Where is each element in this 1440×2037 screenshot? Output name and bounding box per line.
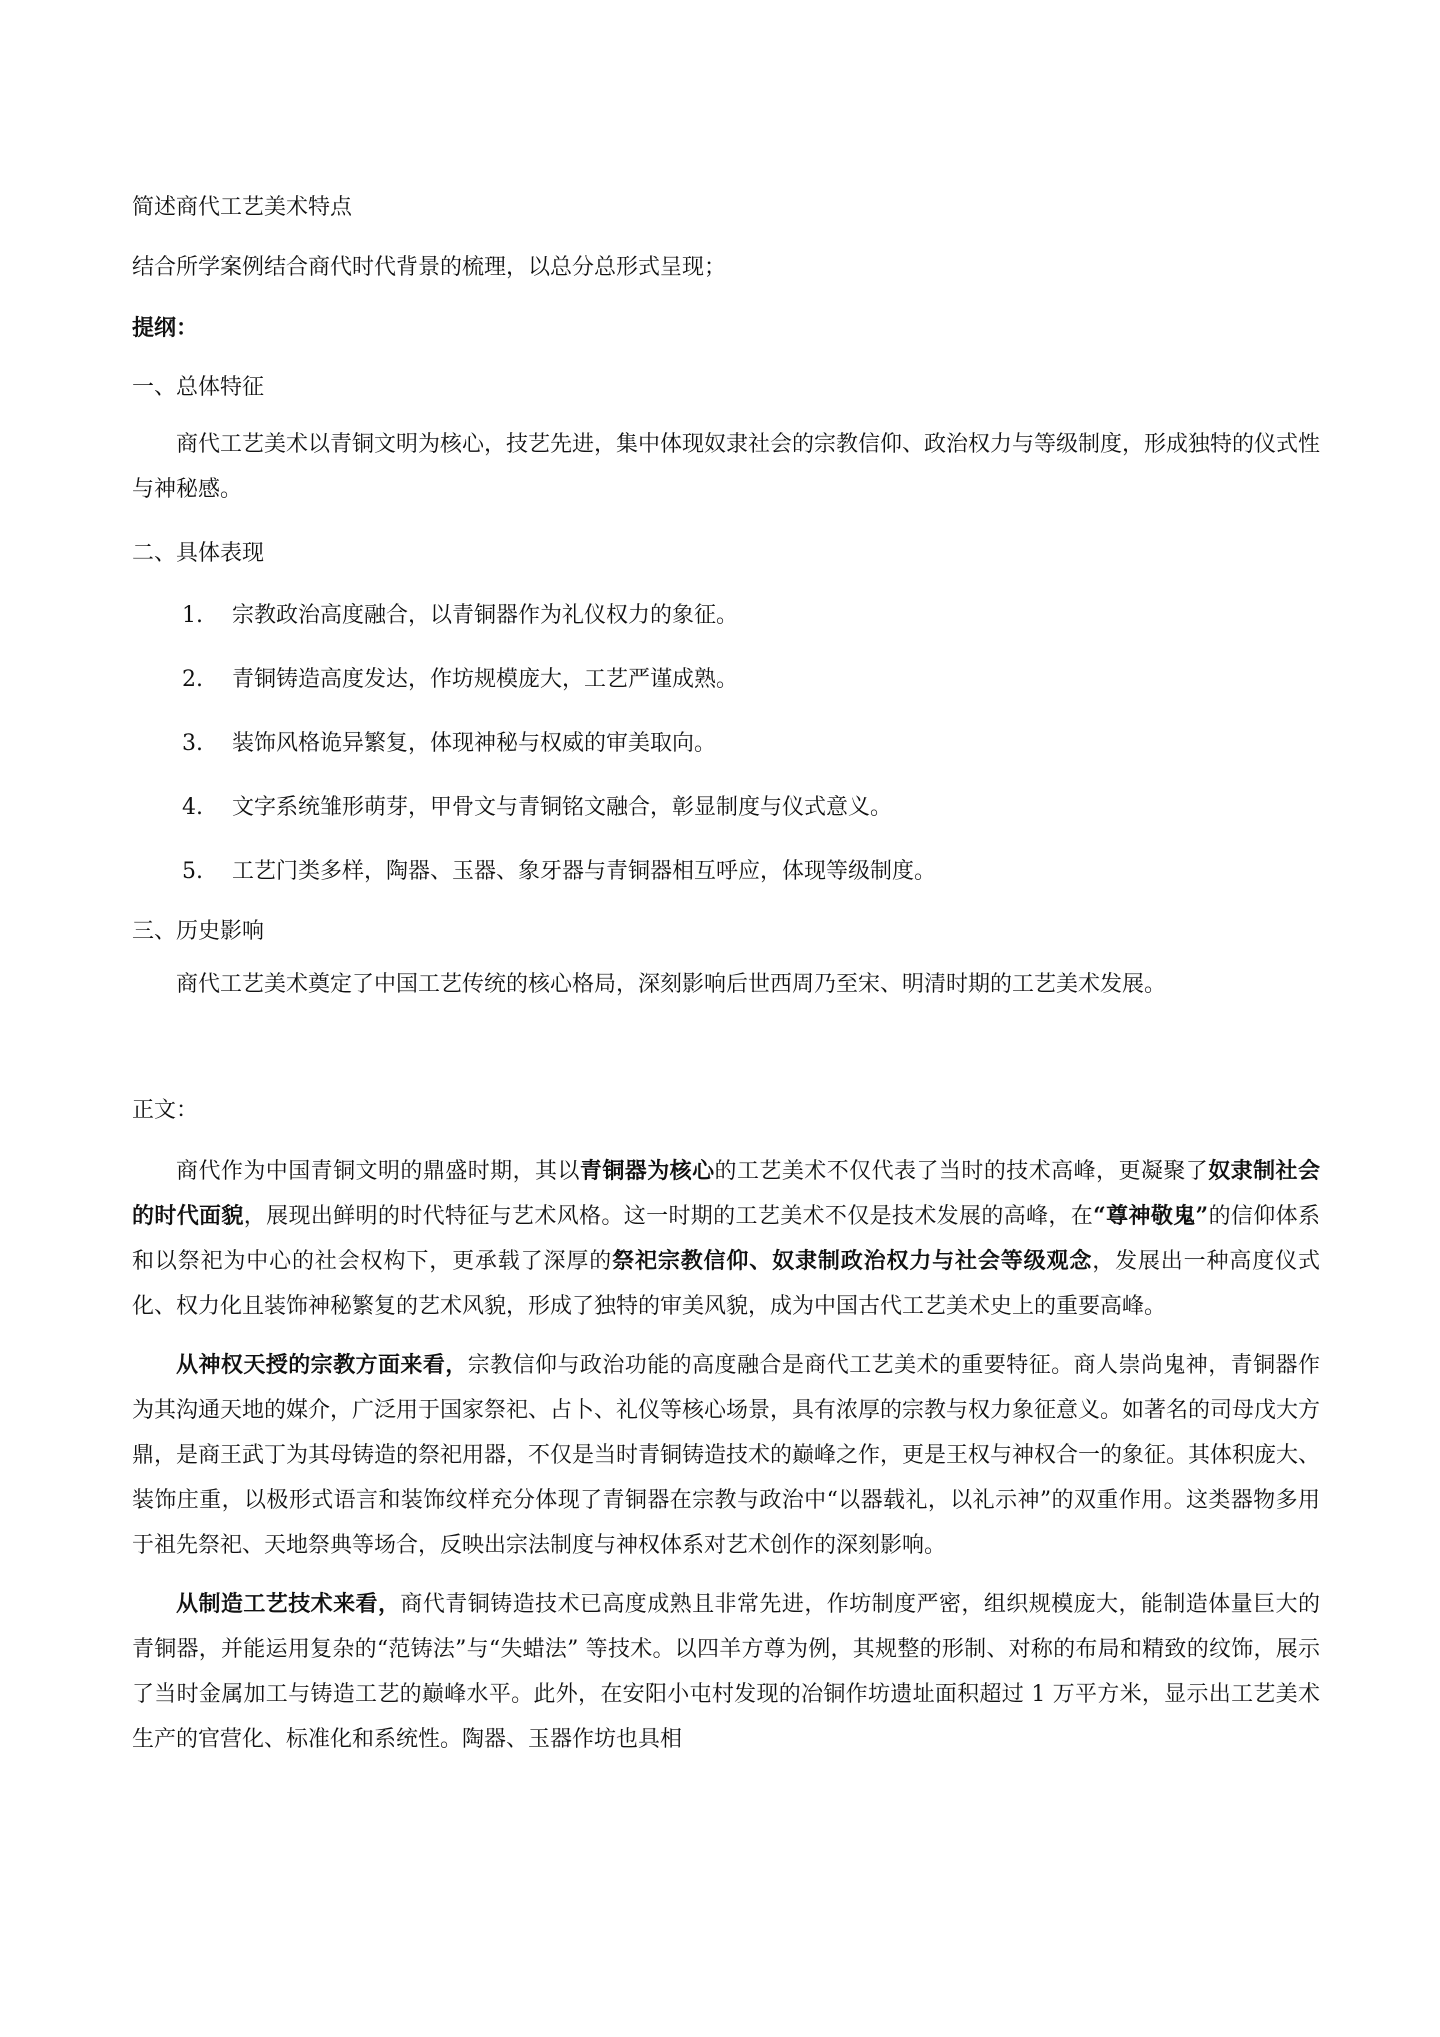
document-title: 简述商代工艺美术特点 bbox=[132, 195, 353, 220]
list-item bbox=[132, 598, 1320, 634]
section-3-text: 商代工艺美术奠定了中国工艺传统的核心格局，深刻影响后世西周乃至宋、明清时期的工艺美术发展。 bbox=[176, 972, 1167, 997]
list-number: 3. bbox=[182, 731, 203, 756]
emphasis-text: 祭祀宗教信仰、奴隶制政治权力与社会等级观念 bbox=[612, 1248, 1093, 1274]
list-item bbox=[132, 790, 1320, 826]
body-paragraph-2 bbox=[132, 1343, 1320, 1568]
list-item bbox=[132, 726, 1320, 762]
body-label: 正文： bbox=[132, 1098, 199, 1123]
section-1-text: 商代工艺美术以青铜文明为核心，技艺先进，集中体现奴隶社会的宗教信仰、政治权力与等级制度，形成独特的仪式性与神秘感。 bbox=[132, 432, 1321, 502]
emphasis-text: “尊神敬鬼” bbox=[1093, 1203, 1209, 1229]
emphasis-text: 奴隶制社会的时代面貌 bbox=[132, 1158, 1320, 1229]
list-number: 5. bbox=[182, 859, 203, 884]
paragraph-text: ，展现出鲜明的时代特征与艺术风格。这一时期的工艺美术不仅是技术发展的高峰，在 bbox=[243, 1204, 1094, 1229]
list-text: 青铜铸造高度发达，作坊规模庞大，工艺严谨成熟。 bbox=[232, 667, 739, 692]
emphasis-text: 从制造工艺技术来看， bbox=[176, 1591, 401, 1617]
paragraph-text: 商代青铜铸造技术已高度成熟且非常先进，作坊制度严密，组织规模庞大，能制造体量巨大的青铜器，并能运用复杂的“范铸法”与“失蜡法” 等技术。以四羊方尊为例，其规整的形制、对称的布局和精致的纹饰，展示了当时金属加工与铸造工艺的巅峰水平。此外，在安阳小屯村发现的冶铜作坊遗址面积超过 1 万平方米，显示出工艺美术生产的官营化、标准化和系统性。陶器、玉器作坊也具相 bbox=[132, 1592, 1320, 1752]
section-3-heading: 三、历史影响 bbox=[132, 919, 265, 944]
section-1-heading: 一、总体特征 bbox=[132, 375, 265, 400]
body-paragraph-3 bbox=[132, 1582, 1320, 1762]
paragraph-text: 宗教信仰与政治功能的高度融合是商代工艺美术的重要特征。商人崇尚鬼神，青铜器作为其沟通天地的媒介，广泛用于国家祭祀、占卜、礼仪等核心场景，具有浓厚的宗教与权力象征意义。如著名的司母戊大方鼎，是商王武丁为其母铸造的祭祀用器，不仅是当时青铜铸造技术的巅峰之作，更是王权与神权合一的象征。其体积庞大、装饰庄重，以极形式语言和装饰纹样充分体现了青铜器在宗教与政治中“以器载礼，以礼示神”的双重作用。这类器物多用于祖先祭祀、天地祭典等场合，反映出宗法制度与神权体系对艺术创作的深刻影响。 bbox=[132, 1353, 1321, 1558]
list-number: 4. bbox=[182, 795, 203, 820]
paragraph-text: 的信仰体系和以祭祀为中心的社会权构下，更承载了深厚的 bbox=[132, 1204, 1320, 1274]
paragraph-text: ，发展出一种高度仪式化、权力化且装饰神秘繁复的艺术风貌，形成了独特的审美风貌，成为中国古代工艺美术史上的重要高峰。 bbox=[132, 1249, 1320, 1319]
list-text: 装饰风格诡异繁复，体现神秘与权威的审美取向。 bbox=[232, 731, 717, 756]
paragraph-text: 商代作为中国青铜文明的鼎盛时期，其以 bbox=[176, 1159, 580, 1184]
list-text: 文字系统雏形萌芽，甲骨文与青铜铭文融合，彰显制度与仪式意义。 bbox=[232, 795, 893, 820]
feature-list bbox=[132, 598, 1320, 890]
paragraph-text: 的工艺美术不仅代表了当时的技术高峰，更凝聚了 bbox=[714, 1159, 1209, 1184]
emphasis-text: 从神权天授的宗教方面来看， bbox=[176, 1352, 468, 1378]
body-paragraph-1 bbox=[132, 1149, 1320, 1329]
list-text: 工艺门类多样，陶器、玉器、象牙器与青铜器相互呼应，体现等级制度。 bbox=[232, 859, 937, 884]
section-2-heading: 二、具体表现 bbox=[132, 541, 265, 566]
list-number: 2. bbox=[182, 667, 203, 692]
emphasis-text: 青铜器为核心 bbox=[579, 1158, 715, 1184]
assignment-instruction: 结合所学案例结合商代时代背景的梳理，以总分总形式呈现； bbox=[132, 255, 727, 280]
list-item bbox=[132, 854, 1320, 890]
list-number: 1. bbox=[182, 603, 203, 628]
outline-label: 提纲： bbox=[132, 315, 199, 341]
list-text: 宗教政治高度融合，以青铜器作为礼仪权力的象征。 bbox=[232, 603, 739, 628]
list-item bbox=[132, 662, 1320, 698]
